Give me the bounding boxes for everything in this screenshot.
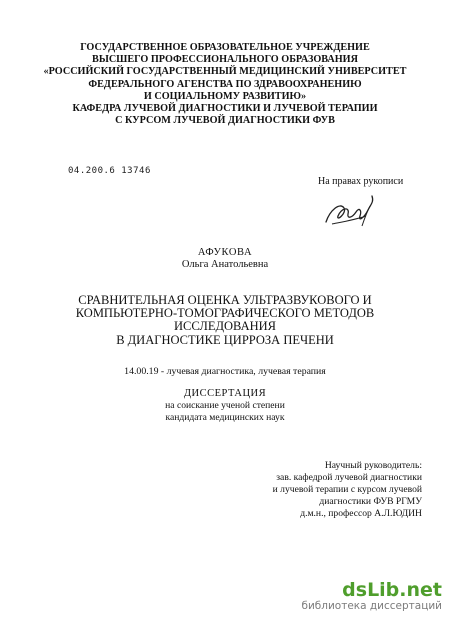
document-type: ДИССЕРТАЦИЯ — [183, 388, 267, 399]
title-line: ИССЛЕДОВАНИЯ — [173, 319, 277, 334]
header-line: ВЫСШЕГО ПРОФЕССИОНАЛЬНОГО ОБРАЗОВАНИЯ — [92, 54, 358, 66]
header-line: И СОЦИАЛЬНОМУ РАЗВИТИЮ» — [143, 90, 307, 102]
supervisor-line: и лучевой терапии с курсом лучевой — [272, 484, 422, 495]
manuscript-rights-label: На правах рукописи — [318, 176, 404, 187]
specialty-code: 14.00.19 - лучевая диагностика, лучевая терапия — [124, 366, 326, 377]
title-line: КОМПЬЮТЕРНО-ТОМОГРАФИЧЕСКОГО МЕТОДОВ — [75, 306, 375, 321]
header-line: ФЕДЕРАЛЬНОГО АГЕНСТВА ПО ЗДРАВООХРАНЕНИЮ — [88, 78, 362, 90]
header-line: КАФЕДРА ЛУЧЕВОЙ ДИАГНОСТИКИ И ЛУЧЕВОЙ ТЕРАПИИ — [72, 103, 378, 115]
header-line: С КУРСОМ ЛУЧЕВОЙ ДИАГНОСТИКИ ФУВ — [115, 115, 335, 127]
title-line: СРАВНИТЕЛЬНАЯ ОЦЕНКА УЛЬТРАЗВУКОВОГО И — [78, 293, 372, 307]
header-line: «РОССИЙСКИЙ ГОСУДАРСТВЕННЫЙ МЕДИЦИНСКИЙ УНИВЕРСИТЕТ — [43, 66, 407, 78]
dissertation-title — [0, 294, 450, 347]
degree-block — [0, 400, 450, 423]
registration-number: 04.200.6 13746 — [68, 166, 151, 176]
dslib-watermark[interactable] — [301, 580, 442, 613]
supervisor-line: д.м.н., профессор А.Л.ЮДИН — [300, 508, 422, 519]
supervisor-block — [273, 460, 422, 520]
author-surname: АФУКОВА — [197, 247, 253, 258]
supervisor-line: диагностики ФУВ РГМУ — [319, 496, 422, 507]
header-line: ГОСУДАРСТВЕННОЕ ОБРАЗОВАТЕЛЬНОЕ УЧРЕЖДЕНИЕ — [80, 42, 370, 53]
title-line: В ДИАГНОСТИКЕ ЦИРРОЗА ПЕЧЕНИ — [116, 332, 334, 347]
watermark-logo: dsLib.net — [342, 579, 442, 601]
degree-line: кандидата медицинских наук — [165, 411, 285, 423]
author-given-name: Ольга Анатольевна — [181, 259, 269, 270]
supervisor-line: зав. кафедрой лучевой диагностики — [276, 472, 422, 483]
watermark-subtitle: библиотека диссертаций — [301, 600, 442, 612]
author-block — [0, 247, 450, 271]
signature-icon — [318, 192, 378, 234]
degree-line: на соискание ученой степени — [165, 400, 285, 411]
institution-header — [0, 42, 450, 127]
supervisor-line: Научный руководитель: — [324, 460, 422, 471]
